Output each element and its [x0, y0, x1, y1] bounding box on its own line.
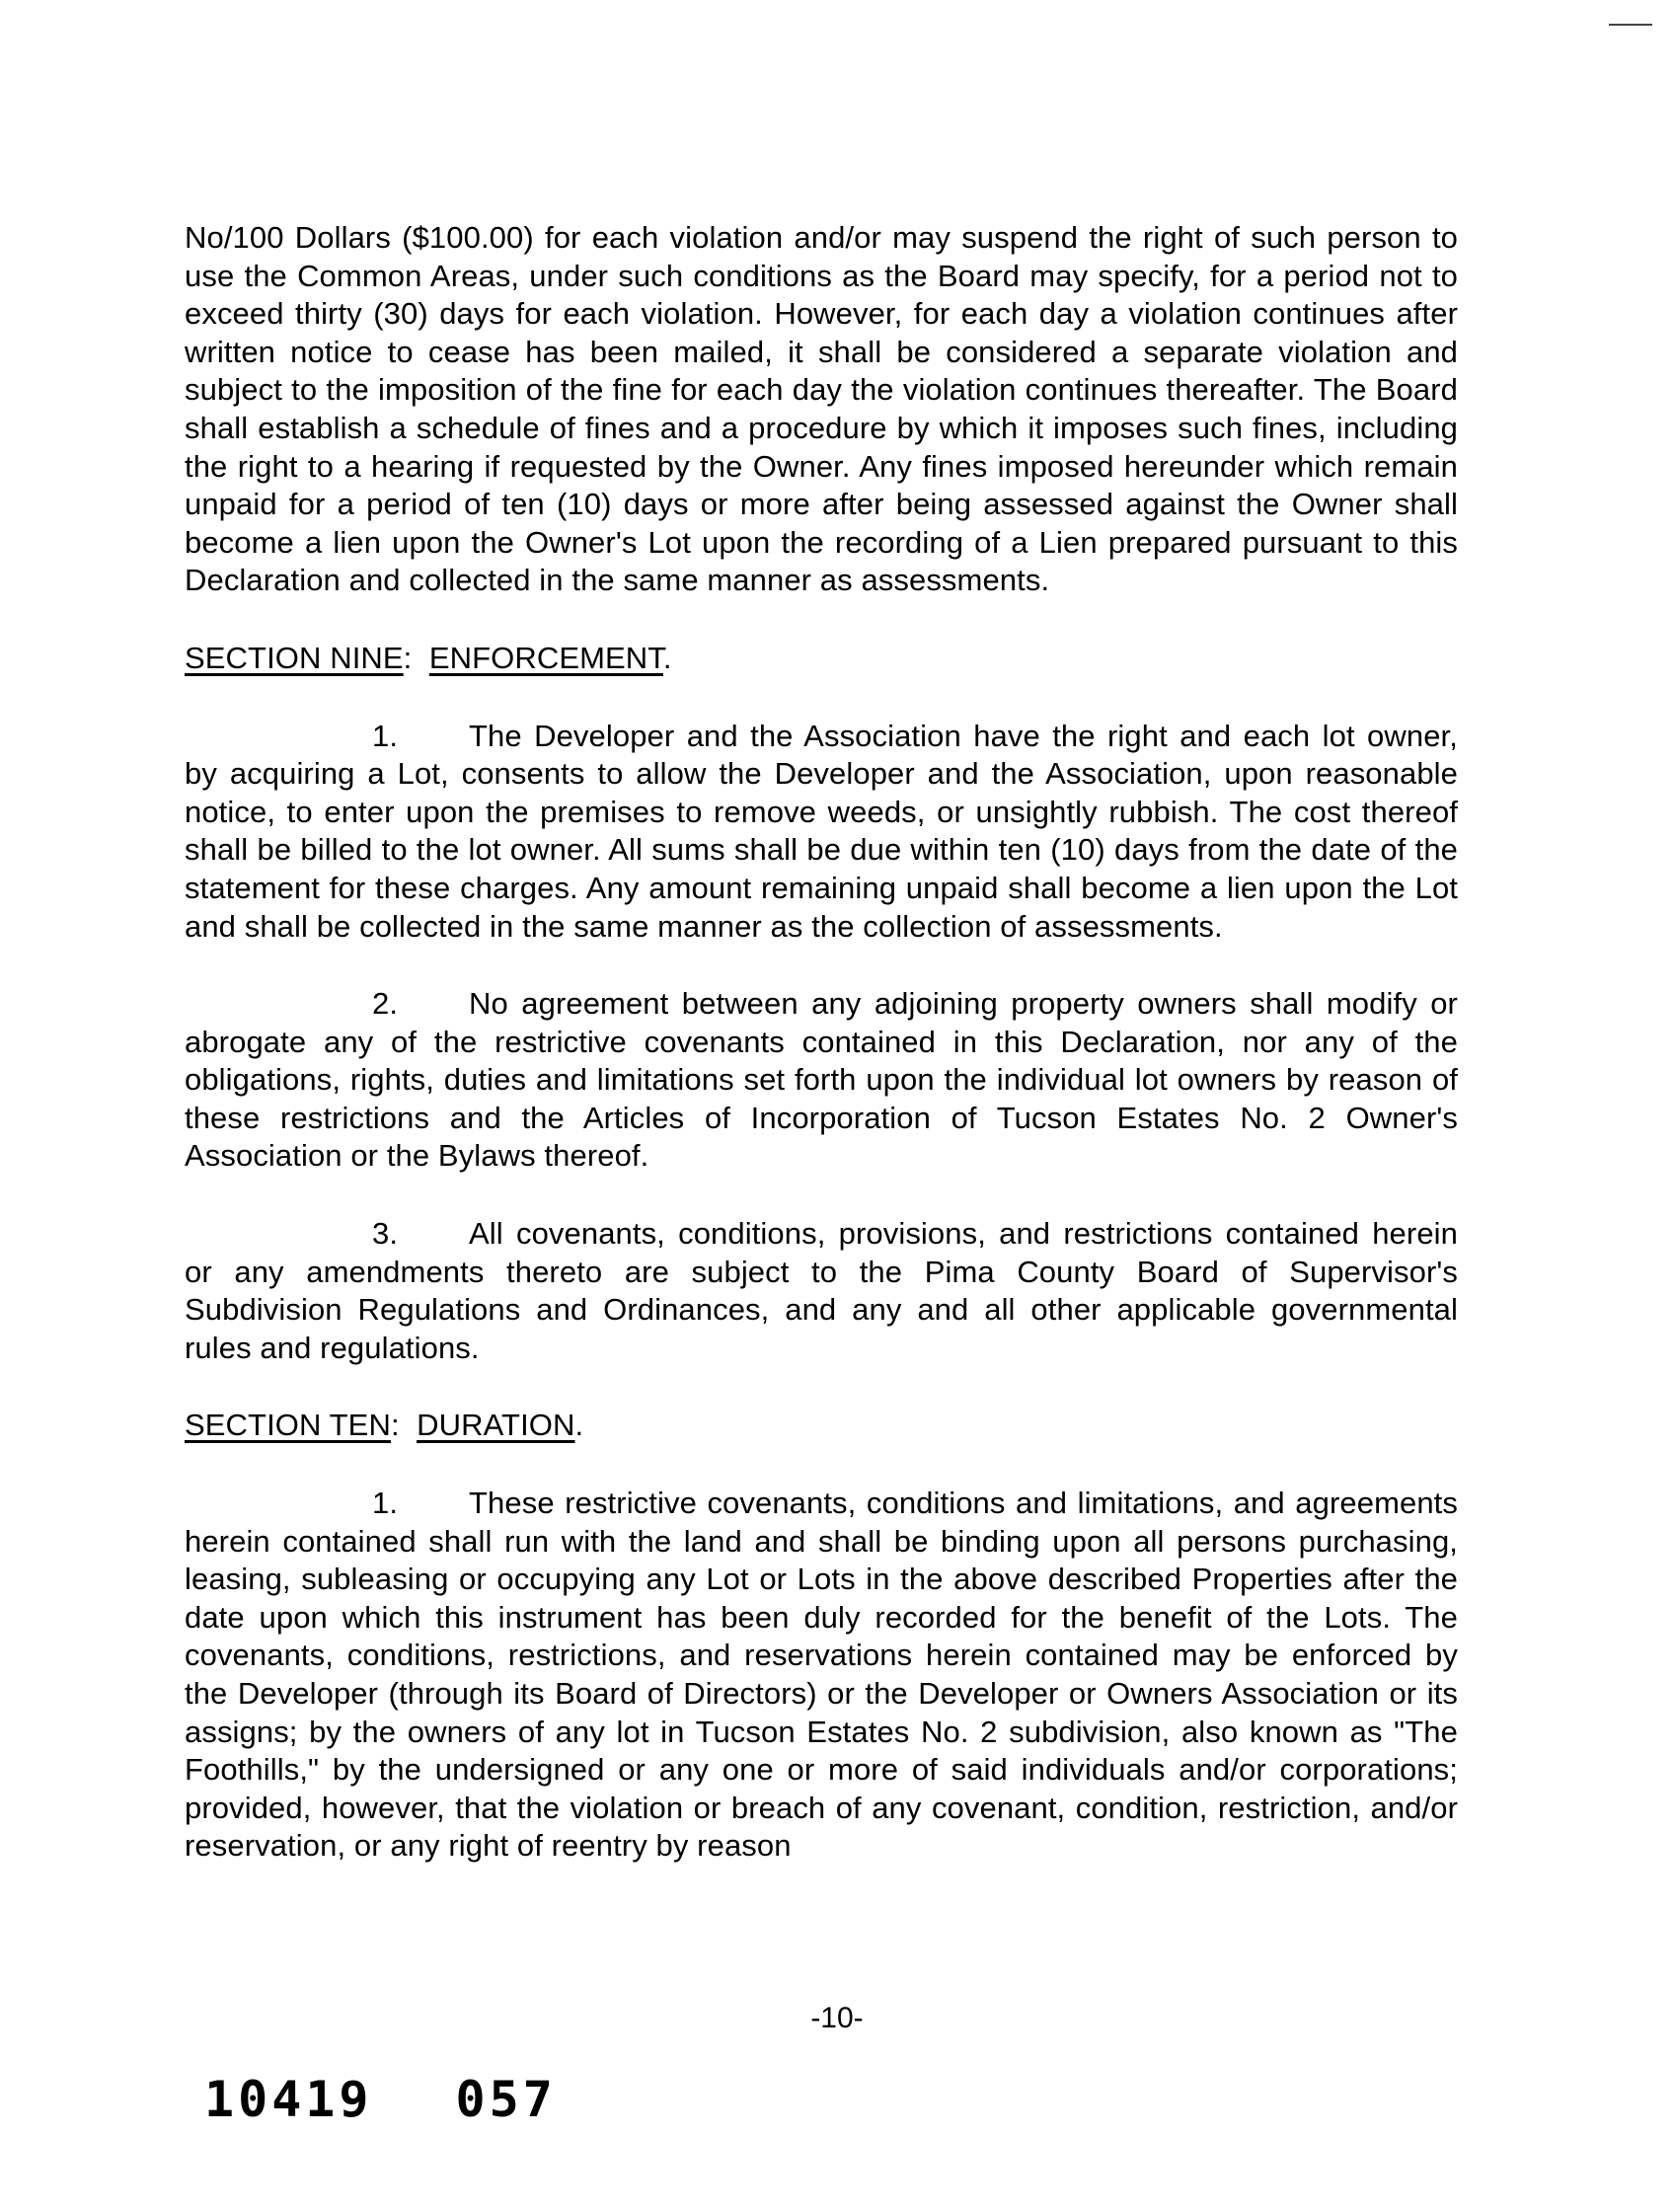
- section-ten-separator: :: [390, 1408, 400, 1443]
- recording-page-number: 057: [455, 2071, 557, 2128]
- section-nine-paragraph-1: [185, 718, 1458, 947]
- paragraph-number: 1.: [372, 718, 399, 753]
- paragraph-text: No agreement between any adjoining property owners shall modify or abrogate any of the restrictive covenants contained in this Declaration, nor any of the obligations, rights, duties and limitations set forth upon the individual lot owners by reason of these restrictions and the Articles of Incorporation of Tucson Estates No. 2 Owner's Association or the Bylaws thereof.: [185, 986, 1458, 1174]
- section-ten-label: SECTION TEN: [185, 1408, 391, 1443]
- section-nine-title: ENFORCEMENT: [428, 640, 663, 675]
- section-nine-label: SECTION NINE: [185, 640, 404, 675]
- section-ten-heading: [185, 1407, 1458, 1445]
- document-body: [185, 219, 1458, 1866]
- scan-artifact-mark: [1609, 24, 1652, 26]
- section-nine-heading: [185, 640, 1458, 678]
- section-nine-separator: :: [403, 640, 413, 675]
- section-nine-end: .: [662, 640, 672, 675]
- recording-book-number: 10419: [204, 2071, 373, 2128]
- recording-stamp: [204, 2071, 557, 2128]
- page-number: -10-: [810, 2002, 864, 2034]
- section-ten-paragraph-1: [185, 1485, 1458, 1866]
- section-nine-paragraph-2: [185, 985, 1458, 1176]
- section-ten-title: DURATION: [417, 1408, 575, 1443]
- paragraph-text: All covenants, conditions, provisions, and restrictions contained herein or any amendments thereto are subject to the Pima County Board of Supervisor's Subdivision Regulations and Ordinances, and any and all other applicable governmental rules and regulations.: [185, 1216, 1458, 1365]
- paragraph-number: 2.: [372, 986, 399, 1022]
- paragraph-number: 1.: [372, 1486, 399, 1521]
- continuation-paragraph: No/100 Dollars ($100.00) for each violation and/or may suspend the right of such person to use the Common Areas, under such conditions as the Board may specify, for a period not to exceed thirty (30) days for each violation. However, for each day a violation continues after written notice to cease has been mailed, it shall be considered a separate violation and subject to the imposition of the fine for each day the violation continues thereafter. The Board shall establish a schedule of fines and a procedure by which it imposes such fines, including the right to a hearing if requested by the Owner. Any fines imposed hereunder which remain unpaid for a period of ten (10) days or more after being assessed against the Owner shall become a lien upon the Owner's Lot upon the recording of a Lien prepared pursuant to this Declaration and collected in the same manner as assessments.: [185, 220, 1458, 598]
- section-ten-end: .: [574, 1408, 584, 1443]
- paragraph-number: 3.: [372, 1216, 399, 1252]
- paragraph-text: The Developer and the Association have the right and each lot owner, by acquiring a Lot, consents to allow the Developer and the Association, upon reasonable notice, to enter upon the premises to remove weeds, or unsightly rubbish. The cost thereof shall be billed to the lot owner. All sums shall be due within ten (10) days from the date of the statement for these charges. Any amount remaining unpaid shall become a lien upon the Lot and shall be collected in the same manner as the collection of assessments.: [185, 718, 1458, 944]
- paragraph-text: These restrictive covenants, conditions and limitations, and agreements herein contained shall run with the land and shall be binding upon all persons purchasing, leasing, subleasing or occupying any Lot or Lots in the above described Properties after the date upon which this instrument has been duly recorded for the benefit of the Lots. The covenants, conditions, restrictions, and reservations herein contained may be enforced by the Developer (through its Board of Directors) or the Developer or Owners Association or its assigns; by the owners of any lot in Tucson Estates No. 2 subdivision, also known as "The Foothills," by the undersigned or any one or more of said individuals and/or corporations; provided, however, that the violation or breach of any covenant, condition, restriction, and/or reservation, or any right of reentry by reason: [185, 1486, 1458, 1864]
- section-nine-paragraph-3: [185, 1215, 1458, 1367]
